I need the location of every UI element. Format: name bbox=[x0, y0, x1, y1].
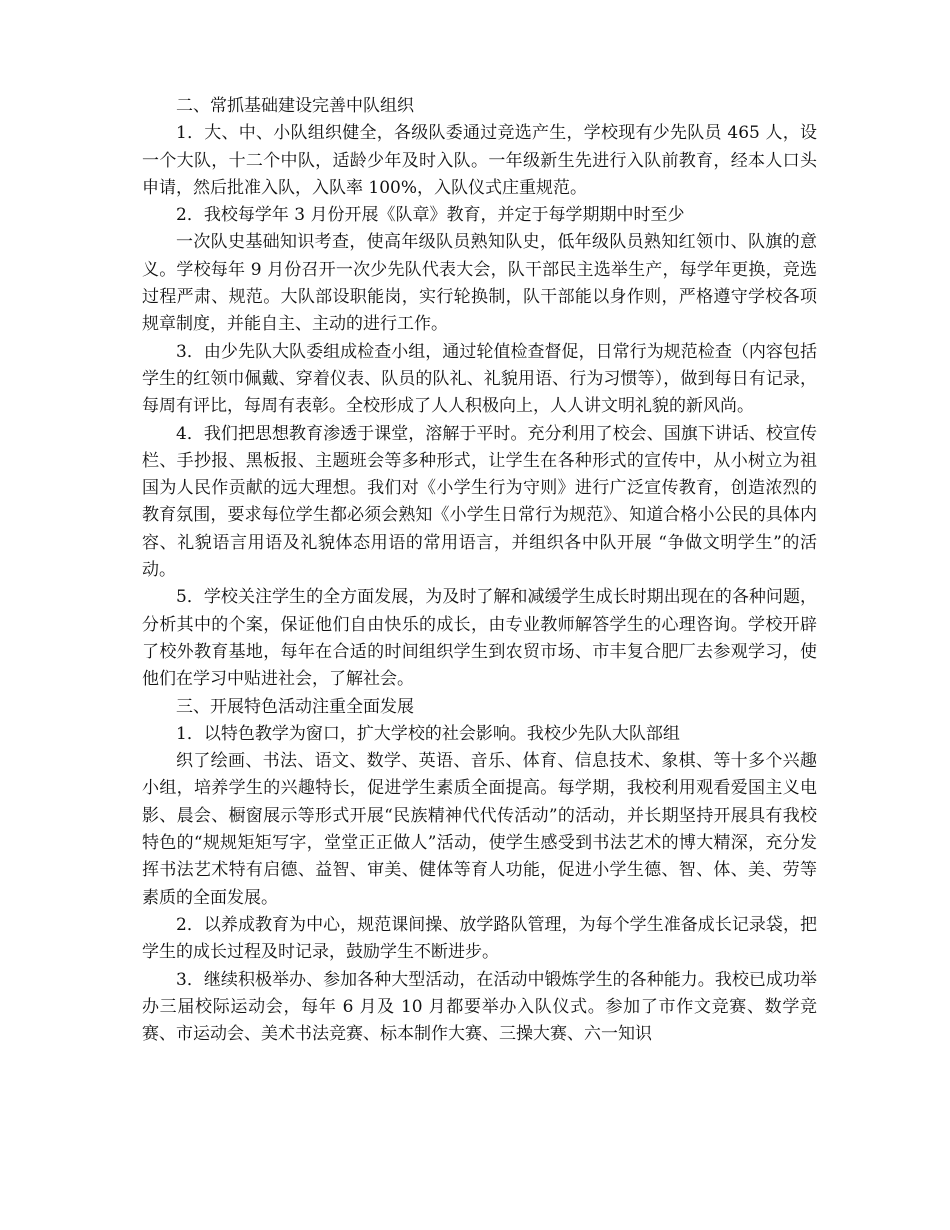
paragraph-2-3: 3．由少先队大队委组成检查小组，通过轮值检查督促，日常行为规范检查（内容包括学生的红领巾佩戴、穿着仪表、队员的队礼、礼貌用语、行为习惯等），做到每日有记录，每周有评比，每周有表彰。全校形成了人人积极向上，人人讲文明礼貌的新风尚。 bbox=[142, 341, 817, 417]
paragraph-2-1: 1．大、中、小队组织健全，各级队委通过竞选产生，学校现有少先队员 465 人，设一个大队，十二个中队，适龄少年及时入队。一年级新生先进行入队前教育，经本人口头申请，然后批准入队，入队率 100%，入队仪式庄重规范。 bbox=[142, 123, 817, 198]
paragraph-3-1-continued: 织了绘画、书法、语文、数学、英语、音乐、体育、信息技术、象棋、等十多个兴趣小组，培养学生的兴趣特长，促进学生素质全面提高。每学期，我校利用观看爱国主义电影、晨会、橱窗展示等形式开展“民族精神代代传活动”的活动，并长期坚持开展具有我校特色的“规规矩矩写字，堂堂正正做人”活动，使学生感受到书法艺术的博大精深，充分发挥书法艺术特有启德、益智、审美、健体等育人功能，促进小学生德、智、体、美、劳等素质的全面发展。 bbox=[142, 751, 817, 908]
document-body bbox=[142, 93, 817, 1048]
paragraph-2-2: 2．我校每学年 3 月份开展《队章》教育，并定于每学期期中时至少 bbox=[176, 205, 685, 226]
paragraph-2-4: 4．我们把思想教育渗透于课堂，溶解于平时。充分利用了校会、国旗下讲话、校宣传栏、手抄报、黑板报、主题班会等多种形式，让学生在各种形式的宣传中，从小树立为祖国为人民作贡献的远大理想。我们对《小学生行为守则》进行广泛宣传教育，创造浓烈的教育氛围，要求每位学生都必须会熟知《小学生日常行为规范》、知道合格小公民的具体内容、礼貌语言用语及礼貌体态用语的常用语言，并组织各中队开展 “争做文明学生”的活动。 bbox=[142, 423, 817, 581]
paragraph-3-1: 1．以特色教学为窗口，扩大学校的社会影响。我校少先队大队部组 bbox=[176, 723, 680, 744]
paragraph-3-3: 3．继续积极举办、参加各种大型活动，在活动中锻炼学生的各种能力。我校已成功举办三届校际运动会，每年 6 月及 10 月都要举办入队仪式。参加了市作文竞赛、数学竞赛、市运动会、美术书法竞赛、标本制作大赛、三操大赛、六一知识 bbox=[142, 969, 817, 1045]
paragraph-2-2-continued: 一次队史基础知识考查，使高年级队员熟知队史，低年级队员熟知红领巾、队旗的意义。学校每年 9 月份召开一次少先队代表大会，队干部民主选举生产，每学年更换，竞选过程严肃、规范。大队部设职能岗，实行轮换制，队干部能以身作则，严格遵守学校各项规章制度，并能自主、主动的进行工作。 bbox=[142, 232, 817, 335]
paragraph-3-2: 2．以养成教育为中心，规范课间操、放学路队管理，为每个学生准备成长记录袋，把学生的成长过程及时记录，鼓励学生不断进步。 bbox=[142, 914, 817, 963]
section-heading-3: 三、开展特色活动注重全面发展 bbox=[176, 696, 414, 717]
section-heading-2: 二、常抓基础建设完善中队组织 bbox=[176, 96, 414, 116]
paragraph-2-5: 5．学校关注学生的全方面发展，为及时了解和减缓学生成长时期出现在的各种问题，分析其中的个案，保证他们自由快乐的成长，由专业教师解答学生的心理咨询。学校开辟了校外教育基地，每年在合适的时间组织学生到农贸市场、市丰复合肥厂去参观学习，使他们在学习中贴进社会，了解社会。 bbox=[142, 587, 817, 690]
